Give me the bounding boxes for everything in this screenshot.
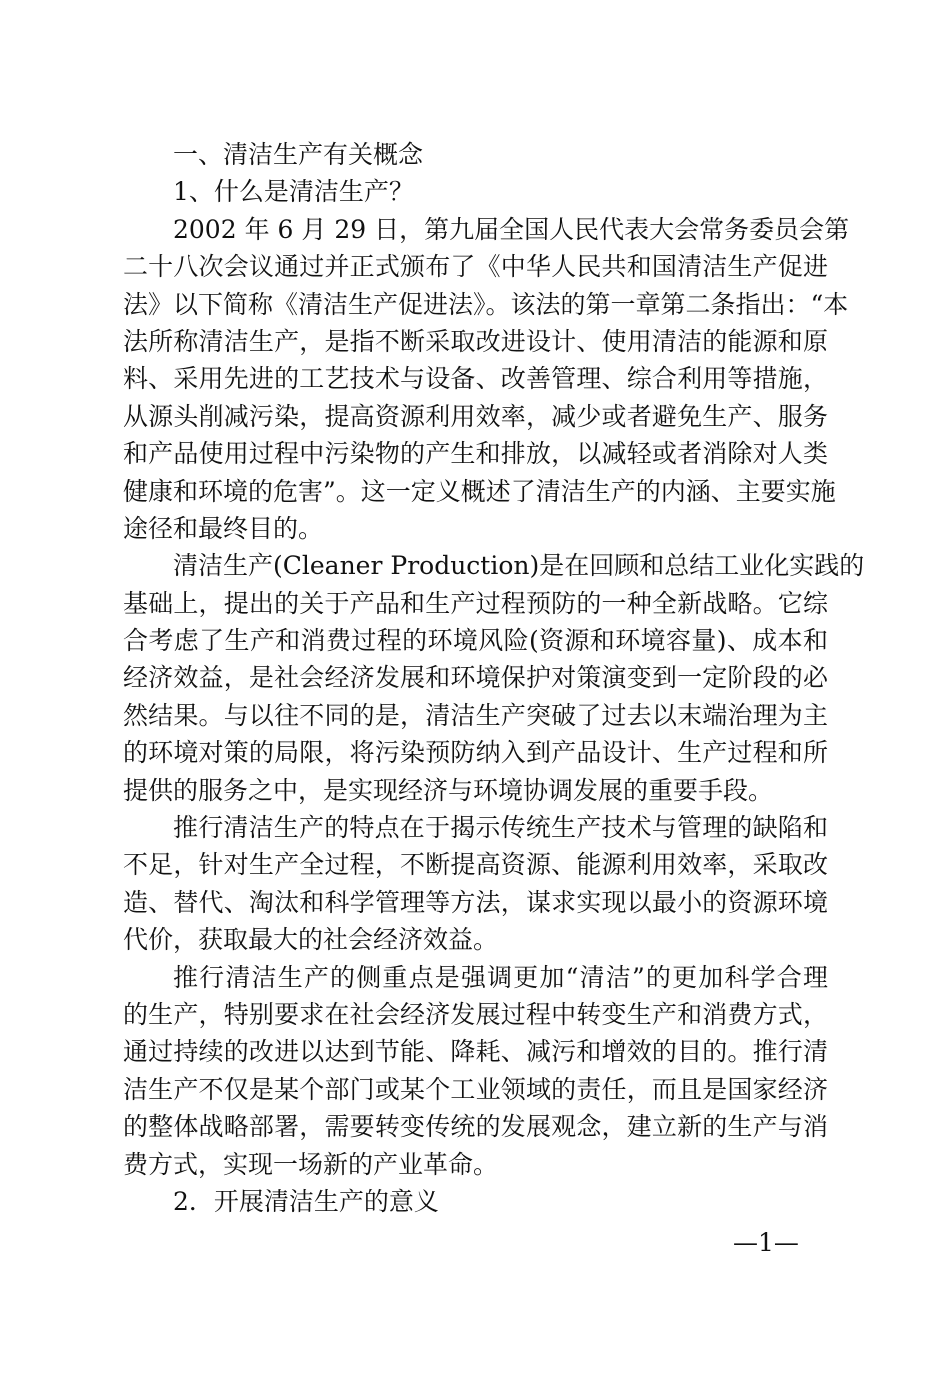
paragraph-line: 从源头削减污染，提高资源利用效率，减少或者避免生产、服务 <box>123 401 828 431</box>
paragraph-line: 造、替代、淘汰和科学管理等方法，谋求实现以最小的资源环境 <box>123 887 828 917</box>
subsection-heading: 1、什么是清洁生产？ <box>173 177 414 207</box>
paragraph-line: 推行清洁生产的侧重点是强调更加“清洁”的更加科学合理 <box>173 962 828 992</box>
paragraph-line: 料、采用先进的工艺技术与设备、改善管理、综合利用等措施， <box>123 364 828 394</box>
paragraph-line: 经济效益，是社会经济发展和环境保护对策演变到一定阶段的必 <box>123 663 828 693</box>
paragraph-line: 的环境对策的局限，将污染预防纳入到产品设计、生产过程和所 <box>123 738 828 768</box>
paragraph-line: 提供的服务之中，是实现经济与环境协调发展的重要手段。 <box>123 775 774 805</box>
paragraph-line: 代价，获取最大的社会经济效益。 <box>123 925 499 955</box>
document-body <box>123 136 865 1220</box>
paragraph-line: 的生产，特别要求在社会经济发展过程中转变生产和消费方式， <box>123 999 828 1029</box>
paragraph-line: 基础上，提出的关于产品和生产过程预防的一种全新战略。它综 <box>123 588 828 618</box>
paragraph-line: 健康和环境的危害”。这一定义概述了清洁生产的内涵、主要实施 <box>123 476 836 506</box>
paragraph-line: 2002 年 6 月 29 日，第九届全国人民代表大会常务委员会第 <box>173 214 850 244</box>
paragraph-line: 和产品使用过程中污染物的产生和排放，以减轻或者消除对人类 <box>123 439 828 469</box>
paragraph-line: 合考虑了生产和消费过程的环境风险(资源和环境容量)、成本和 <box>123 626 828 656</box>
paragraph-line: 二十八次会议通过并正式颁布了《中华人民共和国清洁生产促进 <box>123 252 828 282</box>
subsection-heading: 2．开展清洁生产的意义 <box>173 1186 439 1216</box>
paragraph-line: 费方式，实现一场新的产业革命。 <box>123 1149 499 1179</box>
paragraph-line: 法所称清洁生产，是指不断采取改进设计、使用清洁的能源和原 <box>123 326 828 356</box>
section-heading: 一、清洁生产有关概念 <box>173 140 424 169</box>
paragraph-line: 不足，针对生产全过程，不断提高资源、能源利用效率，采取改 <box>123 850 828 880</box>
paragraph-line: 洁生产不仅是某个部门或某个工业领域的责任，而且是国家经济 <box>123 1074 828 1104</box>
paragraph-line: 然结果。与以往不同的是，清洁生产突破了过去以末端治理为主 <box>123 700 828 730</box>
paragraph-line: 推行清洁生产的特点在于揭示传统生产技术与管理的缺陷和 <box>173 813 828 843</box>
paragraph-line: 的整体战略部署，需要转变传统的发展观念，建立新的生产与消 <box>123 1112 828 1142</box>
paragraph-line: 途径和最终目的。 <box>123 513 324 543</box>
paragraph-line: 清洁生产(Cleaner Production)是在回顾和总结工业化实践的 <box>173 551 865 581</box>
paragraph-line: 法》以下简称《清洁生产促进法》。该法的第一章第二条指出：“本 <box>123 289 849 319</box>
paragraph-line: 通过持续的改进以达到节能、降耗、减污和增效的目的。推行清 <box>123 1037 828 1067</box>
page-number: —1— <box>733 1228 799 1257</box>
